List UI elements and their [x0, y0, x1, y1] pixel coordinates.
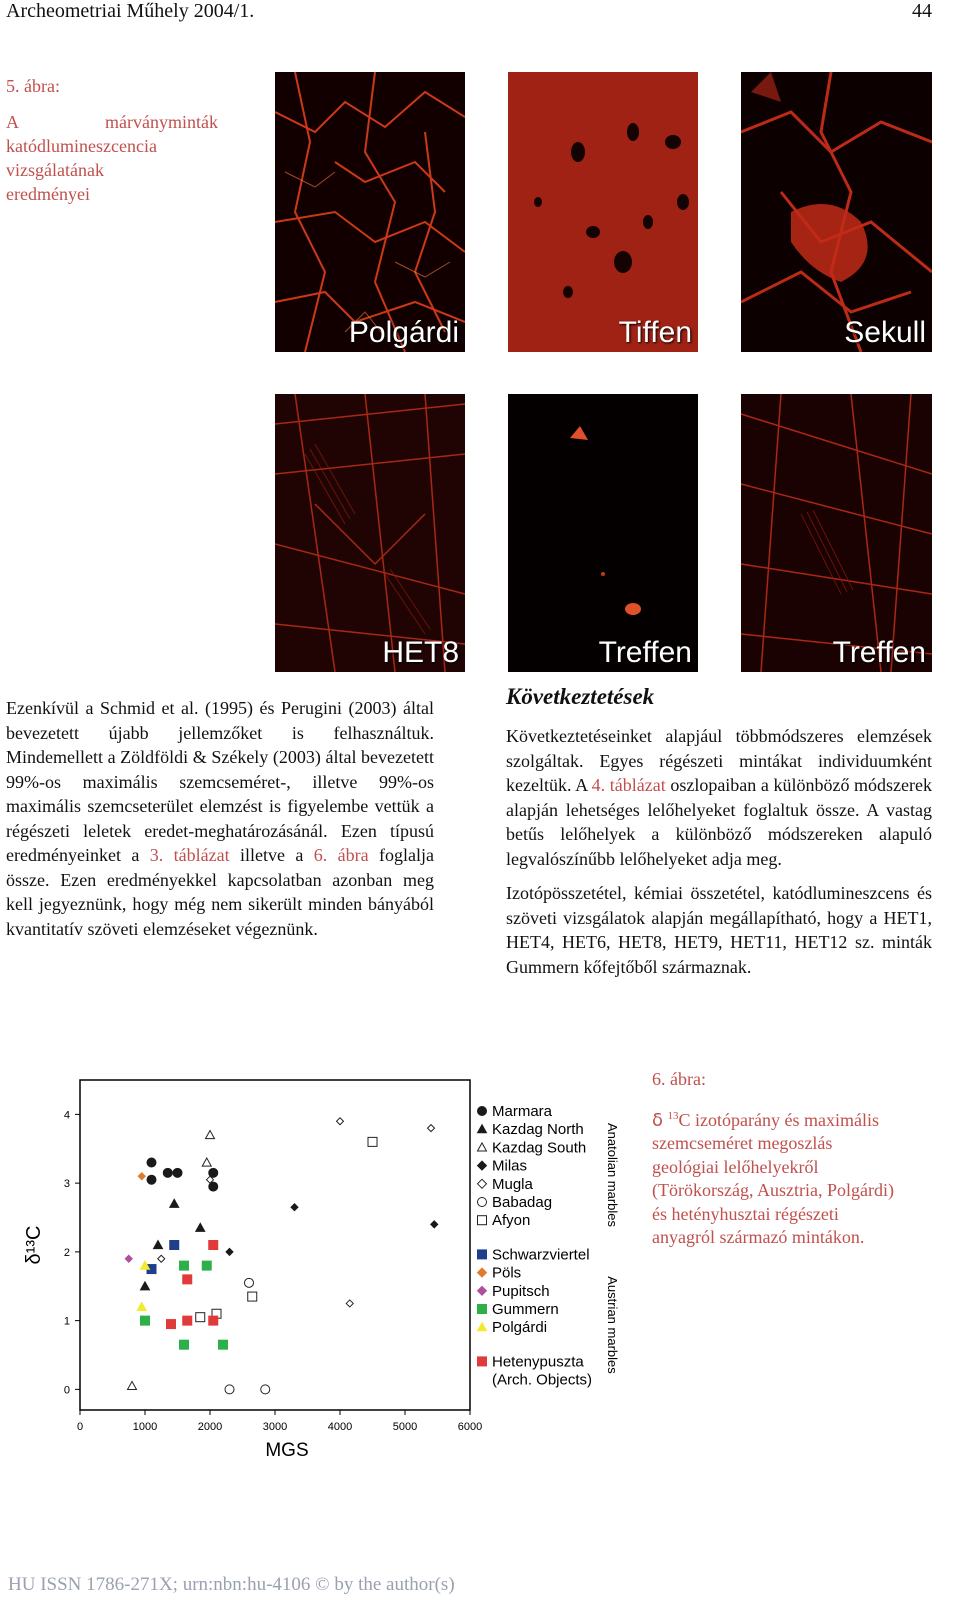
- data-point: [431, 1221, 438, 1228]
- legend-label: Afyon: [492, 1212, 531, 1230]
- right-column: [506, 684, 932, 989]
- legend-marker: [478, 1198, 487, 1207]
- page-number: 44: [912, 0, 932, 22]
- data-point: [137, 1302, 146, 1310]
- photo-sekull: [741, 72, 932, 352]
- data-point: [128, 1381, 137, 1389]
- photo-label-treffen-2: Treffen: [832, 636, 926, 669]
- photo-label-het8: HET8: [382, 636, 459, 669]
- legend-marker: [478, 1161, 487, 1170]
- legend-marker: [478, 1179, 487, 1188]
- data-point: [147, 1158, 156, 1167]
- legend-label: Pöls: [492, 1264, 522, 1282]
- legend-marker: [478, 1268, 487, 1277]
- legend-marker: [478, 1250, 487, 1259]
- left-column-text: [6, 696, 434, 951]
- data-point: [219, 1340, 228, 1349]
- data-point: [163, 1168, 172, 1177]
- y-tick-label: 4: [63, 1109, 70, 1122]
- photo-treffen-1: [508, 394, 698, 672]
- legend-label: Hetenypuszta: [492, 1353, 584, 1371]
- data-point: [428, 1125, 435, 1132]
- legend-marker: [478, 1286, 487, 1295]
- fig5-caption-a: A: [6, 112, 19, 132]
- y-axis-label: δ¹³C: [23, 1225, 45, 1265]
- group-label-austrian: Austrian marbles: [605, 1276, 620, 1374]
- data-point: [170, 1241, 179, 1250]
- data-point: [173, 1168, 182, 1177]
- photo-tiffen-texture: [508, 72, 698, 352]
- fig6-caption-line1: [652, 1105, 942, 1133]
- photo-treffen-2-texture: [741, 394, 932, 672]
- photo-polgardi: [275, 72, 465, 352]
- fig6-caption-rest: C izotóparány és maximális: [678, 1109, 879, 1130]
- photo-treffen-1-texture: [508, 394, 698, 672]
- legend-label: Pupitsch: [492, 1282, 550, 1300]
- data-point: [337, 1118, 344, 1125]
- x-tick-label: 1000: [132, 1421, 158, 1433]
- legend-label-cont: (Arch. Objects): [492, 1371, 593, 1389]
- data-point: [158, 1255, 165, 1262]
- right-paragraph-2: Izotópösszetétel, kémiai összetétel, katódlumineszcens és szöveti vizsgálatok alapján megállapítható, hogy a HET1, HET4, HET6, HET8, HET9, HET11, HET12 sz. minták Gummern kőfejtőből származnak.: [506, 883, 932, 977]
- data-point: [346, 1300, 353, 1307]
- legend-marker: [478, 1357, 487, 1366]
- data-point: [206, 1131, 215, 1139]
- y-tick-label: 2: [63, 1246, 70, 1259]
- x-tick-label: 4000: [327, 1421, 353, 1433]
- fig5-number: 5. ábra:: [6, 76, 60, 96]
- legend-label: Kazdag South: [492, 1139, 587, 1157]
- legend-marker: [478, 1216, 487, 1225]
- y-tick-label: 1: [63, 1315, 70, 1328]
- left-p1-a: Ezenkívül a Schmid et al. (1995) és Perugini (2003) által bevezetett újabb jellemzőket is felhasználtuk. Mindemellett a Zöldföldi & Székely (2003) által bevezetett 99%-os maximális szemcseméret-, illetve 99%-os maximális szemcseterület elemzést is figyelembe vettük a régészeti leletek eredet-meghatározásánál. Ezen típusú eredményeinket a: [6, 698, 434, 865]
- data-point: [180, 1340, 189, 1349]
- data-point: [180, 1261, 189, 1270]
- x-tick-label: 0: [76, 1421, 84, 1433]
- legend-marker: [478, 1305, 487, 1314]
- photo-het8-texture: [275, 394, 465, 672]
- fig6-delta: δ: [652, 1109, 664, 1131]
- right-paragraph-1: [506, 724, 932, 871]
- legend-label: Mugla: [492, 1175, 533, 1193]
- x-tick-label: 2000: [197, 1421, 223, 1433]
- data-point: [147, 1175, 156, 1184]
- legend-label: Babadag: [492, 1194, 553, 1211]
- data-point: [196, 1313, 205, 1322]
- x-axis-label: MGS: [265, 1440, 309, 1461]
- data-point: [125, 1255, 132, 1262]
- fig6-scatter-chart: [0, 1060, 640, 1480]
- y-tick-label: 0: [63, 1384, 70, 1397]
- data-point: [141, 1316, 150, 1325]
- data-point: [209, 1241, 218, 1250]
- left-paragraph-1: [6, 696, 434, 941]
- data-point: [202, 1158, 211, 1166]
- photo-label-polgardi: Polgárdi: [348, 316, 459, 349]
- legend-label: Schwarzviertel: [492, 1246, 590, 1264]
- legend-marker: [478, 1323, 487, 1331]
- data-point: [226, 1248, 233, 1255]
- right-p1-a: Következtetéseinket alapjául többmódszeres elemzések szolgáltak. Egyes régészeti mintákat individuumként kezeltük. A: [506, 726, 932, 795]
- link-table-4[interactable]: 4. táblázat: [591, 775, 666, 795]
- right-p1-b: oszlopaiban a különböző módszerek alapján lehetséges lelőhelyeket foglaltuk össze. A vastag betűs lelőhelyek a különböző módszereken alapuló legvalószínűbb lelőhelyeket adja meg.: [506, 775, 933, 869]
- photo-polgardi-texture: [275, 72, 465, 352]
- photo-label-treffen-1: Treffen: [598, 636, 692, 669]
- x-tick-label: 3000: [262, 1421, 288, 1433]
- fig6-caption: [652, 1068, 942, 1250]
- data-point: [261, 1385, 270, 1394]
- data-point: [138, 1173, 145, 1180]
- fig5-caption: [6, 74, 218, 206]
- fig5-caption-b: márványminták: [105, 112, 218, 132]
- photo-treffen-2: [741, 394, 932, 672]
- x-tick-label: 6000: [457, 1421, 483, 1433]
- data-point: [245, 1278, 254, 1287]
- fig6-sup: 13: [667, 1109, 679, 1122]
- footer-issn: HU ISSN 1786-271X; urn:nbn:hu-4106 © by the author(s): [8, 1574, 455, 1595]
- y-tick-label: 3: [63, 1178, 70, 1191]
- data-point: [196, 1223, 205, 1231]
- data-point: [170, 1199, 179, 1207]
- legend-marker: [478, 1125, 487, 1133]
- fig5-caption-line2: katódlumineszcencia: [6, 136, 157, 156]
- fig6-caption-line6: anyagról származó mintákon.: [652, 1227, 865, 1247]
- legend-label: Milas: [492, 1157, 528, 1175]
- data-point: [141, 1282, 150, 1290]
- data-point: [154, 1241, 163, 1249]
- section-heading-conclusions: Következtetések: [506, 684, 655, 709]
- fig5-caption-line3: vizsgálatának: [6, 160, 104, 180]
- x-tick-label: 5000: [392, 1421, 418, 1433]
- data-point: [202, 1261, 211, 1270]
- left-p1-b: illetve a: [229, 845, 314, 865]
- data-point: [291, 1204, 298, 1211]
- photo-label-sekull: Sekull: [844, 316, 926, 349]
- photo-tiffen: [508, 72, 698, 352]
- fig5-caption-line4: eredményei: [6, 184, 90, 204]
- legend-marker: [478, 1107, 487, 1116]
- data-point: [167, 1320, 176, 1329]
- group-label-anatolian: Anatolian marbles: [605, 1122, 620, 1228]
- legend-label: Gummern: [492, 1301, 559, 1318]
- data-point: [183, 1316, 192, 1325]
- data-point: [248, 1292, 257, 1301]
- photo-sekull-texture: [741, 72, 932, 352]
- link-figure-6[interactable]: 6. ábra: [313, 845, 369, 865]
- fig6-caption-line3: geológiai lelőhelyekről: [652, 1156, 819, 1177]
- fig6-caption-line2: szemcseméret megoszlás: [652, 1133, 833, 1153]
- fig6-caption-line5: és hetényhusztai régészeti: [652, 1203, 839, 1224]
- data-point: [183, 1275, 192, 1284]
- photo-label-tiffen: Tiffen: [618, 316, 692, 349]
- plot-frame: [80, 1080, 470, 1410]
- legend-label: Polgárdi: [492, 1319, 548, 1337]
- legend-marker: [478, 1143, 487, 1151]
- fig6-caption-line4: (Törökország, Ausztria, Polgárdi): [652, 1180, 894, 1200]
- fig6-number: 6. ábra:: [652, 1069, 706, 1089]
- legend-label: Kazdag North: [492, 1121, 584, 1139]
- data-point: [368, 1137, 377, 1146]
- data-point: [209, 1316, 218, 1325]
- link-table-3[interactable]: 3. táblázat: [149, 845, 230, 865]
- journal-title: Archeometriai Műhely 2004/1.: [6, 0, 255, 22]
- left-p1-c: foglalja össze. Ezen eredményekkel kapcsolatban azonban meg kell jegyeznünk, hogy még nem sikerült minden bányából kvantitatív szöveti elemzéseket végeznünk.: [6, 845, 434, 939]
- data-point: [225, 1385, 234, 1394]
- photo-het8: [275, 394, 465, 672]
- legend-label: Marmara: [492, 1103, 553, 1120]
